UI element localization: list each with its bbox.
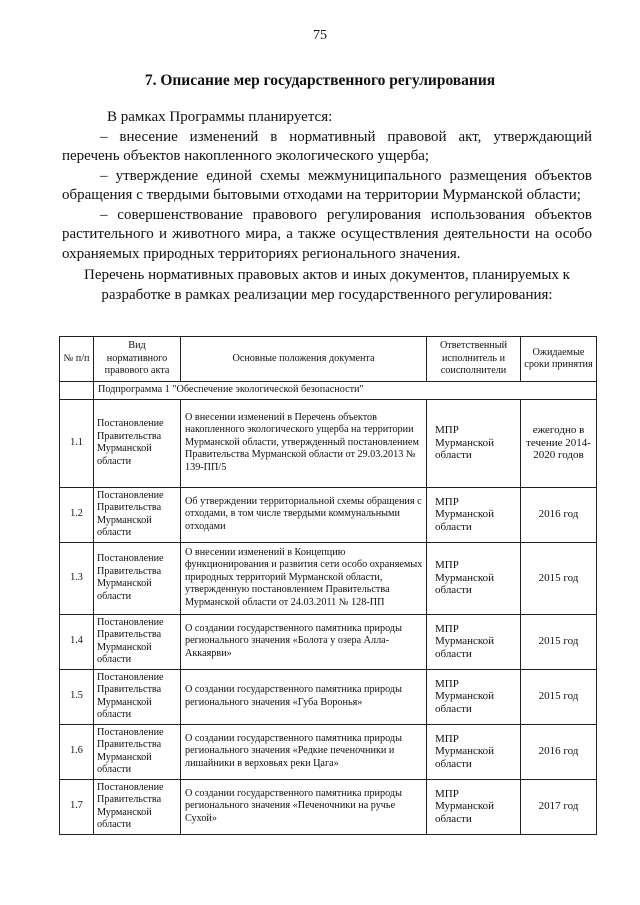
page-number: 75 bbox=[313, 28, 327, 43]
row-executor: МПР Мурманской области bbox=[427, 614, 521, 669]
list-heading: Перечень нормативных правовых актов и иных документов, планируемых к разработке в рамках реализации мер государственного регулирования: bbox=[84, 267, 570, 303]
intro-paragraph: В рамках Программы планируется: bbox=[107, 109, 333, 125]
row-provisions: О внесении изменений в Перечень объектов накопленного экологического ущерба на территории Мурманской области, утвержденный постановлением Правительства Мурманской области от 29.03.2013 № 139-ПП/5 bbox=[181, 399, 427, 487]
row-executor: МПР Мурманской области bbox=[427, 487, 521, 542]
body-text bbox=[62, 108, 592, 264]
bullet-item: – внесение изменений в нормативный правовой акт, утверждающий перечень объектов накопленного экологического ущерба; bbox=[62, 128, 592, 164]
header-provisions: Основные положения документа bbox=[181, 337, 427, 382]
row-date: 2015 год bbox=[521, 614, 597, 669]
bullet-item: – утверждение единой схемы межмуниципального размещения объектов обращения с твердыми бытовыми отходами на территории Мурманской области; bbox=[62, 167, 592, 203]
row-number: 1.6 bbox=[60, 724, 94, 779]
row-act-type: Постановление Правительства Мурманской области bbox=[94, 487, 181, 542]
row-provisions: О создании государственного памятника природы регионального значения «Печеночники на ручье Сухой» bbox=[181, 779, 427, 834]
table-row bbox=[60, 669, 597, 724]
header-executor: Ответственный исполнитель и соисполнители bbox=[427, 337, 521, 382]
row-act-type: Постановление Правительства Мурманской области bbox=[94, 779, 181, 834]
table-row bbox=[60, 614, 597, 669]
subprogram-title: Подпрограмма 1 "Обеспечение экологической безопасности" bbox=[94, 382, 597, 400]
bullet-item: – совершенствование правового регулирования использования объектов растительного и животного мира, а также осуществления деятельности на особо охраняемых природных территориях регионального значения. bbox=[62, 206, 592, 262]
row-provisions: Об утверждении территориальной схемы обращения с отходами, в том числе твердыми коммунальными отходами bbox=[181, 487, 427, 542]
documents-table-wrapper bbox=[59, 336, 596, 835]
row-executor: МПР Мурманской области bbox=[427, 542, 521, 614]
row-provisions: О внесении изменений в Концепцию функционирования и развития сети особо охраняемых природных территорий Мурманской области, утвержденную постановлением Правительства Мурманской области от 24.03.2011 № 128-ПП bbox=[181, 542, 427, 614]
table-row bbox=[60, 542, 597, 614]
subprogram-row bbox=[60, 382, 597, 400]
row-date: 2016 год bbox=[521, 724, 597, 779]
row-date: ежегодно в течение 2014-2020 годов bbox=[521, 399, 597, 487]
row-act-type: Постановление Правительства Мурманской области bbox=[94, 542, 181, 614]
row-provisions: О создании государственного памятника природы регионального значения «Болота у озера Алла-Аккаярви» bbox=[181, 614, 427, 669]
row-executor: МПР Мурманской области bbox=[427, 779, 521, 834]
row-provisions: О создании государственного памятника природы регионального значения «Редкие печеночники и лишайники в верховьях реки Цага» bbox=[181, 724, 427, 779]
header-dates: Ожидаемые сроки принятия bbox=[521, 337, 597, 382]
table-row bbox=[60, 779, 597, 834]
row-number: 1.4 bbox=[60, 614, 94, 669]
header-act-type: Вид нормативного правового акта bbox=[94, 337, 181, 382]
section-title: 7. Описание мер государственного регулирования bbox=[144, 72, 496, 89]
row-date: 2015 год bbox=[521, 542, 597, 614]
documents-table bbox=[59, 336, 597, 835]
table-row bbox=[60, 487, 597, 542]
table-row bbox=[60, 724, 597, 779]
header-num: № п/п bbox=[60, 337, 94, 382]
subprogram-empty-cell bbox=[60, 382, 94, 400]
table-row bbox=[60, 399, 597, 487]
row-date: 2016 год bbox=[521, 487, 597, 542]
row-act-type: Постановление Правительства Мурманской области bbox=[94, 614, 181, 669]
row-act-type: Постановление Правительства Мурманской области bbox=[94, 399, 181, 487]
row-number: 1.5 bbox=[60, 669, 94, 724]
row-number: 1.1 bbox=[60, 399, 94, 487]
table-header-row bbox=[60, 337, 597, 382]
row-executor: МПР Мурманской области bbox=[427, 669, 521, 724]
row-act-type: Постановление Правительства Мурманской области bbox=[94, 724, 181, 779]
row-executor: МПР Мурманской области bbox=[427, 399, 521, 487]
row-executor: МПР Мурманской области bbox=[427, 724, 521, 779]
row-number: 1.7 bbox=[60, 779, 94, 834]
row-date: 2015 год bbox=[521, 669, 597, 724]
row-number: 1.2 bbox=[60, 487, 94, 542]
row-date: 2017 год bbox=[521, 779, 597, 834]
row-act-type: Постановление Правительства Мурманской области bbox=[94, 669, 181, 724]
row-provisions: О создании государственного памятника природы регионального значения «Губа Воронья» bbox=[181, 669, 427, 724]
row-number: 1.3 bbox=[60, 542, 94, 614]
